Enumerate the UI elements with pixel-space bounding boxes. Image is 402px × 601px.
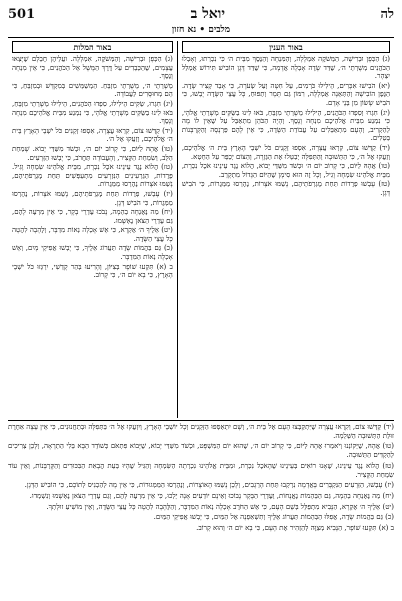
column-biur-hainyan: [178, 41, 394, 418]
paragraph: (יז) עָבְשׁוּ, הַזְּרָעִים הַנִּקְבָּרִים בָּאֲדָמָה נִרְקְבוּ תַּחַת הָרְגָבִים, וְלָכֵן נָשַׁמּוּ הָאוֹצָרוֹת, וְנֶהֶרְסוּ הַמַּמְּגוּרוֹת, כִּי אֵין מָה לְהַכְנִיס לְתוֹכָם, כִּי הוֹבִישׁ הַדָּגָן.: [24, 481, 394, 490]
paragraph: (טו) אֲהָהּ לַיּוֹם, כִּי קָרוֹב יוֹם ה׳, וּכְשֹׁד מִשַּׁדַּי יָבוֹא. שָׁמַחַת הַלֵּב, וְשִׂמְחַת הַקְּצִיר, וְהָעֲבוֹדָה תַּחֲרֹב, כִּי יָבְשׁוּ הַזְּרָעִים.: [12, 144, 173, 162]
paragraph: ב (א) תִּקְעוּ שׁוֹפָר, הַנָּבִיא מְצַוֶּה לְהַזְהִיר אֶת הָעָם, כִּי בָא יוֹם ה׳ וְהוּא קָרוֹב.: [196, 524, 394, 533]
book-title: יואל ב: [190, 5, 225, 22]
page-header: [8, 6, 394, 22]
bottom-commentary: [8, 420, 394, 601]
paragraph: (טז) עָבְשׁוּ פְרֻדוֹת תַּחַת מֶגְרְפֹתֵיהֶם, נָשַׁמּוּ אֹצָרוֹת, נֶהֶרְסוּ מַמְּגֻרוֹת, כִּי הֹבִישׁ דָּגָן.: [181, 180, 390, 197]
paragraph: (טו) אֲהָהּ, שֶׁיְּקוֹנְנוּ וְיֹאמְרוּ אֲהָהּ לַיּוֹם, כִּי קָרוֹב יוֹם ה׳, שֶׁהוּא יוֹם הַמִּשְׁפָּט, וּכְשֹׁד מִשַּׁדַּי יָבוֹא, שֶׁיָּבוֹא פִּתְאֹם כְּשׁוֹדֵד הַבָּא בְּלִי הַתְרָאָה, וְלָכֵן צְרִיכִים לְהַקְדִּים הַתְּשׁוּבָה.: [8, 442, 394, 460]
column-heading-left: באור המלות: [12, 41, 173, 53]
right-paragraphs: [182, 55, 390, 198]
paragraph: (יד) קַדְּשׁוּ צוֹם, קִרְאוּ עֲצָרָה, אִסְפוּ זְקֵנִים כֹּל יֹשְׁבֵי הָאָרֶץ בֵּית ה׳ אֱלֹהֵיכֶם, וְזַעֲקוּ אֶל ה׳.: [12, 126, 173, 144]
paragraph: מְשָׁרְתֵי ה׳, מְשָׁרְתֵי מִזְבֵּחַ. הַמְשַׁמְּשִׁים בְּמִקְדָּשׁ וּבְמִזְבֵּחַ, כִּי הֵם מְחוּסָּרִים לַעֲבוֹדָה.: [12, 81, 173, 99]
left-paragraphs: [12, 55, 173, 280]
chapter-verse: לה: [380, 7, 394, 22]
column-biur-hamilot: [8, 41, 178, 418]
paragraph: (ג) הַכְּפָן וּבְרִישָׁה, וְהַמְּשֹׁקֶה, אִמְלָלָה. ועֲלֵיהֶן חֶבְלָם שֶׁיָּצְאוּ עֲצָמִים, שֶׁהַכְּבֵדִים עַל דֶּרֶךְ הַמָּשָׁל אֵל הַכֹּהֲנִים, כִּי אֵין מִנְחָה וָנֶסֶךְ.: [12, 55, 173, 81]
paragraph: (יח) מַה נֶּאֶנְחָה בְהֵמָה, נָבֹכוּ עֶדְרֵי בָקָר, כִּי אֵין מִרְעֶה לָהֶם, גַּם עֶדְרֵי הַצֹּאן נֶאְשָׁמוּ.: [12, 208, 173, 225]
two-column-commentary: [8, 41, 394, 418]
paragraph: ב (א) תִּקְעוּ שׁוֹפָר בְּצִיּוֹן, וְהָרִיעוּ בְּהַר קָדְשִׁי, יִרְגְּזוּ כֹּל יֹשְׁבֵי הָאָרֶץ, כִּי בָא יוֹם ה׳, כִּי קָרוֹב.: [12, 262, 173, 280]
paragraph: (טז) הֲלוֹא נֶגֶד עֵינֵינוּ, שֶׁאָנוּ רוֹאִים בְּעֵינֵינוּ שֶׁהָאֹכֶל נִכְרָת, וּמִבֵּית אֱלֹהֵינוּ נִכְרְתָה הַשִּׂמְחָה וְהַגִּיל שֶׁהָיוּ בְּעֵת הֲבָאַת הַבִּכּוּרִים וְהַקָּרְבָּנוֹת, וְאֵין עוֹד שִׂמְחַת הַקָּצִיר.: [8, 461, 394, 479]
paragraph: (יא) הֹבִישׁוּ אִכָּרִים, הֵילִילוּ כֹּרְמִים, עַל חִטָּה וְעַל שְׂעֹרָה, כִּי אָבַד קְצִיר שָׂדֶה. הַגֶּפֶן הוֹבִישָׁה וְהַתְּאֵנָה אֻמְלָלָה, רִמּוֹן גַּם תָּמָר וְתַפּוּחַ, כָּל עֲצֵי הַשָּׂדֶה יָבֵשׁוּ, כִּי הֹבִישׁ שָׂשׂוֹן מִן בְּנֵי אָדָם.: [181, 81, 390, 107]
column-heading-right: באור הענין: [182, 41, 390, 53]
paragraph: (יז) עָבְשׁוּ, פְרֻדוֹת תַּחַת מֶגְרְפֹתֵיהֶם, נָשַׁמּוּ אֹצָרוֹת, נֶהֶרְסוּ מַמְּגֻרוֹת, כִּי הֹבִישׁ דָּגָן.: [12, 189, 173, 207]
paragraph: (טז) הֲלוֹא נֶגֶד עֵינֵינוּ אֹכֶל נִכְרָת, מִבֵּית אֱלֹהֵינוּ שִׂמְחָה וָגִיל. פְּרֻדוֹת, הַגַּרְעִינִים הַנִּזְרָעִים מִתְעַפְּשִׁים תַּחַת מֶגְרְפֹתֵיהֶם, נָשַׁמּוּ אֹצָרוֹת נֶהֶרְסוּ מַמְּגֻרוֹת.: [12, 163, 173, 189]
paragraph: (טו) אֲהָהּ לַיּוֹם, כִּי קָרוֹב יוֹם ה׳ וּכְשֹׁד מִשַּׁדַּי יָבוֹא, הֲלוֹא נֶגֶד עֵינֵינוּ אֹכֶל נִכְרָת, מִבֵּית אֱלֹהֵינוּ שִׂמְחָה וָגִיל, וְכָל זֶה הוּא סִימָן שֶׁהַיּוֹם הַגָּדוֹל מִתְקָרֵב.: [181, 162, 390, 179]
paragraph: (יד) קַדְּשׁוּ צוֹם, קִרְאוּ עֲצָרָה, אִסְפוּ זְקֵנִים כֹּל יֹשְׁבֵי הָאָרֶץ בֵּית ה׳ אֱלֹהֵיכֶם, וְזַעֲקוּ אֶל ה׳, כִּי הַתְּשׁוּבָה וְהַתְּפִלָּה יְבַטְּלוּ אֶת הַגְּזֵרָה, וְהַצּוֹם יְכַפֵּר עַל הַחֵטְא.: [181, 143, 390, 161]
paragraph: (יט) אֵלֶיךָ ה׳ אֶקְרָא, הַנָּבִיא מִתְפַּלֵּל בְּשֵׁם הָעָם, כִּי אֵשׁ הַחֹרֶב אָכְלָה נְאוֹת הַמִּדְבָּר, וְהַלֶּהָבָה לִהֲטָה כָּל עֲצֵי הַשָּׂדֶה, וְאֵין מוֹשִׁיעַ זוּלָתְךָ.: [46, 502, 394, 511]
page-subtitle: מלבים • נא חזון: [8, 24, 394, 38]
paragraph: (ג) הַכְּפָן וּבְרִישָׁה, הַמְּשֹׁקֶה אִמְלָלָה, וְהַמִּנְחָה וְהַנֶּסֶךְ מִבֵּית ה׳ כִּי נִכְרְתוּ, וְאָבְלוּ הַכֹּהֲנִים מְשָׁרְתֵי ה׳, שֻׁדַּד שָׂדֶה אָבְלָה אֲדָמָה, כִּי שֻׁדַּד דָּגָן הוֹבִישׁ תִּירוֹשׁ אֻמְלַל יִצְהָר.: [181, 55, 390, 81]
paragraph: (יג) חִגְרוּ, שַׂקִּים הֵילִילוּ, סִפְדוּ הַכֹּהֲנִים, הֵילִילוּ מְשָׁרְתֵי מִזְבֵּחַ, בֹּאוּ לִינוּ בַשַּׂקִּים מְשָׁרְתֵי אֱלֹהָי, כִּי נִמְנַע מִבֵּית אֱלֹהֵיכֶם מִנְחָה וָנָסֶךְ.: [12, 99, 173, 126]
paragraph: (יט) אֵלֶיךָ ה׳ אֶקְרָא, כִּי אֵשׁ אָכְלָה נְאוֹת מִדְבָּר, וְלֶהָבָה לִהֲטָה כָּל עֲצֵי הַשָּׂדֶה.: [12, 226, 173, 243]
paragraph: (כ) גַּם בַּהֲמוֹת שָׂדֶה תַּעֲרוֹג אֵלֶיךָ, כִּי יָבְשׁוּ אֲפִיקֵי מָיִם, וְאֵשׁ אָכְלָה נְאוֹת הַמִּדְבָּר.: [12, 244, 173, 262]
paragraph: (יח) מַה נֶּאֶנְחָה בְהֵמָה, גַּם הַבְּהֵמוֹת נֶאֱנָחוֹת, וְעֶדְרֵי הַבָּקָר נָבוֹכוּ וְאֵינָם יוֹדְעִים אָנָה יֵלְכוּ, כִּי אֵין מִרְעֶה לָהֶם, וְגַם עֶדְרֵי הַצֹּאן נֶאְשָׁמוּ וְנִשְׁמְדוּ.: [29, 491, 394, 500]
paragraph: (יד) קַדְּשׁוּ צוֹם, וְקִרְאוּ עֲצָרָה שֶׁיִּתְקַבְּצוּ הָעָם אֶל בֵּית ה׳, וְשָׁם יִתְאַסְּפוּ הַזְּקֵנִים וְכָל יוֹשְׁבֵי הָאָרֶץ, וְיִזְעֲקוּ אֶל ה׳ בַּתְּפִלָּה וּבְתַחֲנוּנִים, כִּי אֵין עֵצָה אַחֶרֶת זוּלַת הַתְּשׁוּבָה הַשְּׁלֵמָה.: [8, 423, 394, 440]
page-number: 501: [8, 6, 36, 22]
paragraph: (כ) גַּם בַּהֲמוֹת שָׂדֶה, אֲפִלּוּ הַבְּהֵמוֹת תַּעֲרוֹג אֵלֶיךָ וְתִשְׁאַפְנָה אֶל הַמַּיִם, כִּי יָבְשׁוּ אֲפִיקֵי הַמַּיִם.: [153, 513, 394, 522]
paragraph: (יג) חִגְרוּ וְסִפְדוּ הַכֹּהֲנִים, הֵילִילוּ מְשָׁרְתֵי מִזְבֵּחַ, בֹּאוּ לִינוּ בַשַּׂקִּים מְשָׁרְתֵי אֱלֹהָי, כִּי נִמְנַע מִבֵּית אֱלֹהֵיכֶם מִנְחָה וָנָסֶךְ. וְהָיָה הַכֹּהֵן מִתְאַבֵּל עַל שֶׁאֵין לוֹ מָה לְהַקְרִיב, וְהָעָם מִתְאַבְּלִים עַל עֲבוֹדַת הַשָּׂדֶה, כִּי אֵין לָהֶם פַּרְנָסָה וְהַקָּרְבָּנוֹת בְּטֵלִים.: [181, 108, 390, 143]
